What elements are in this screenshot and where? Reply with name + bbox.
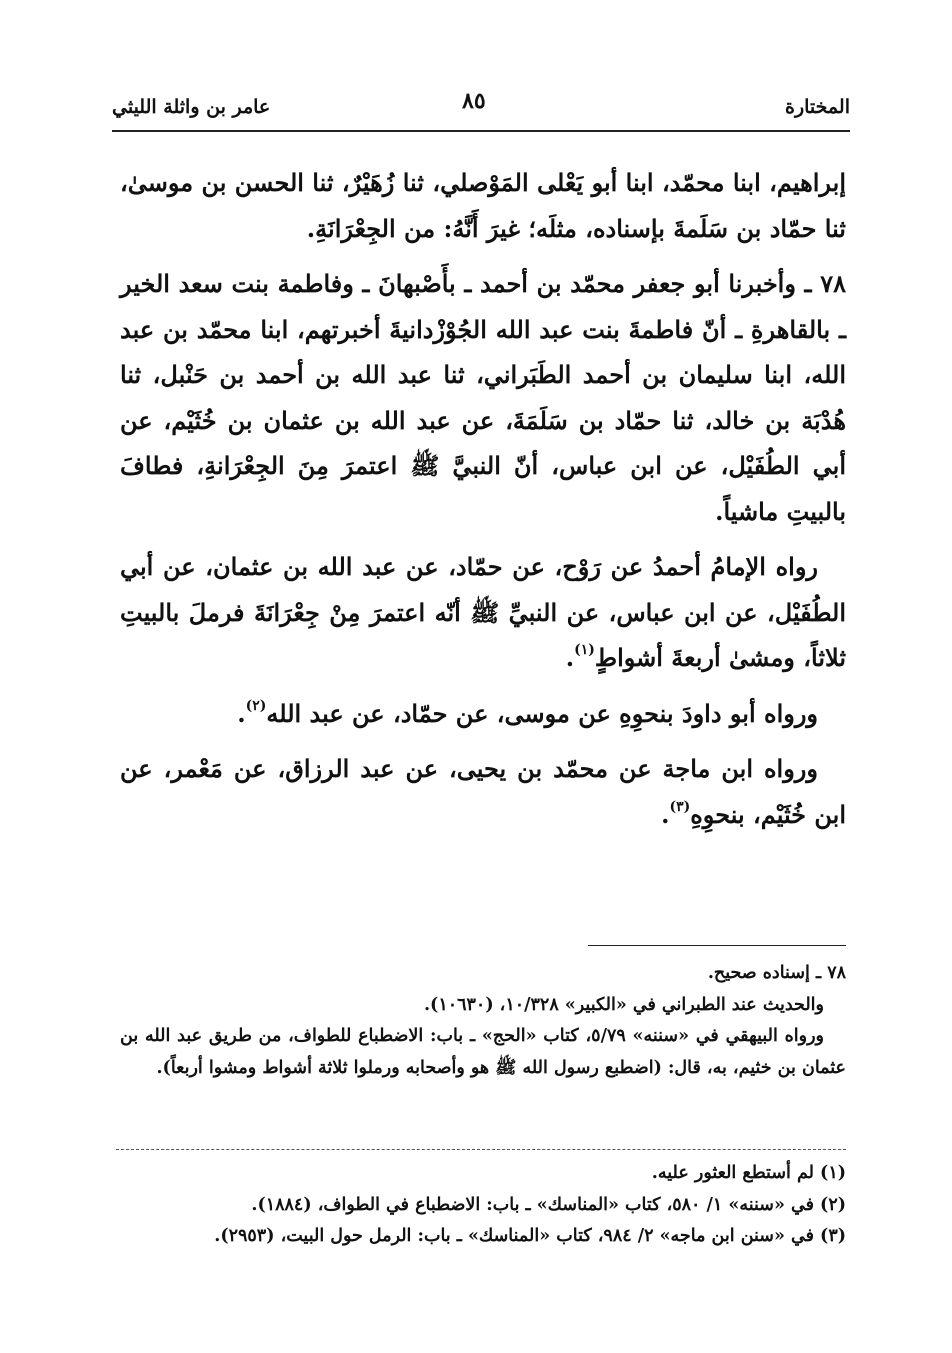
paragraph-hadith-78: ٧٨ ـ وأخبرنا أبو جعفر محمّد بن أحمد ـ بأَصْبهانَ ـ وفاطمة بنت سعد الخير ـ بالقاهرةِ ـ أنّ فاطمةَ بنت عبد الله الجُوْزْدانيةَ أخبرتهم، ابنا محمّد بن عبد الله، ابنا سليمان بن أحمد الطَبَراني، ثنا عبد الله بن أحمد بن حَنْبل، ثنا هُدْبَة بن خالد، ثنا حمّاد بن سَلَمَةَ، عن عبد الله بن عثمان بن خُثَيْم، عن أبي الطُفَيْل، عن ابن عباس، أنّ النبيَّ ﷺ اعتمرَ مِنَ الجِعْرَانةِ، فطافَ بالبيتِ ماشياً. [120, 269, 846, 526]
paragraph-continuation: إبراهيم، ابنا محمّد، ابنا أبو يَعْلى المَوْصلي، ثنا زُهَيْرٌ، ثنا الحسن بن موسىٰ، ثنا حمّاد بن سَلَمةَ بإسناده، مثلَه؛ غيرَ أَنَّهُ: من الجِعْرَانَةِ. [120, 168, 846, 243]
footnote-ref: (١) [574, 642, 595, 658]
main-text [120, 160, 846, 837]
page-number: ٨٥ [462, 88, 486, 114]
paragraph-ibn-majah: ورواه ابن ماجة عن محمّد بن يحيى، عن عبد الرزاق، عن مَعْمر، عن ابن خُثَيْم، بنحوِهِ$^{(٣)}$. [120, 754, 846, 829]
header-rule [112, 130, 850, 132]
book-title: المختارة [785, 96, 850, 118]
note-line: والحديث عند الطبراني في «الكبير» ١٠/٣٢٨، (١٠٦٣٠). [423, 994, 824, 1015]
paragraph-ahmad: رواه الإمامُ أحمدُ عن رَوْح، عن حمّاد، عن عبد الله بن عثمان، عن أبي الطُفَيْل، عن ابن عباس، عن النبيِّ ﷺ أنّه اعتمرَ مِنْ جِعْرَانَةَ فرملَ بالبيتِ ثلاثاً، ومشىٰ أربعةَ أشواطٍ$^{(١)}$. [120, 552, 846, 672]
editor-notes [120, 958, 846, 1084]
footnotes [120, 1158, 846, 1253]
note-line: ٧٨ ـ إسناده صحيح. [707, 963, 846, 983]
footnote: (١) لم أستطع العثور عليه. [651, 1163, 846, 1183]
paragraph-text: رواه الإمامُ أحمدُ عن رَوْح، عن حمّاد، عن عبد الله بن عثمان، عن أبي الطُفَيْل، عن ابن عباس، عن النبيِّ ﷺ أنّه اعتمرَ مِنْ جِعْرَانَةَ فرملَ بالبيتِ ثلاثاً، ومشىٰ أربعةَ أشواطٍ [120, 552, 846, 672]
note-line: ورواه البيهقي في «سننه» ٥/٧٩، كتاب «الحج» ـ باب: الاضطباع للطواف، من طريق عبد الله بن عثمان بن خثيم، به، قال: (اضطبع رسول الله ﷺ هو وأصحابه ورملوا ثلاثة أشواط ومشوا أربعاً). [120, 1026, 846, 1078]
paragraph-text: ورواه ابن ماجة عن محمّد بن يحيى، عن عبد الرزاق، عن مَعْمر، عن ابن خُثَيْم، بنحوِهِ [120, 754, 846, 829]
running-head [112, 82, 850, 126]
footnote: (٢) في «سننه» ١/ ٥٨٠، كتاب «المناسك» ـ باب: الاضطباع في الطواف، (١٨٨٤). [251, 1194, 846, 1215]
footnote: (٣) في «سنن ابن ماجه» ٢/ ٩٨٤، كتاب «المناسك» ـ باب: الرمل حول البيت، (٢٩٥٣). [214, 1226, 846, 1246]
section-title: عامر بن واثلة الليثي [112, 96, 271, 118]
footnote-ref: (٣) [669, 798, 691, 815]
paragraph-text: ورواه أبو داودَ بنحوِهِ عن موسى، عن حمّاد، عن عبد الله [266, 698, 818, 728]
paragraph-abu-dawud: ورواه أبو داودَ بنحوِهِ عن موسى، عن حمّاد، عن عبد الله$^{(٢)}$. [237, 697, 818, 728]
footnotes-rule [116, 1149, 846, 1150]
footnote-ref: (٢) [245, 697, 267, 714]
notes-rule [588, 945, 846, 946]
